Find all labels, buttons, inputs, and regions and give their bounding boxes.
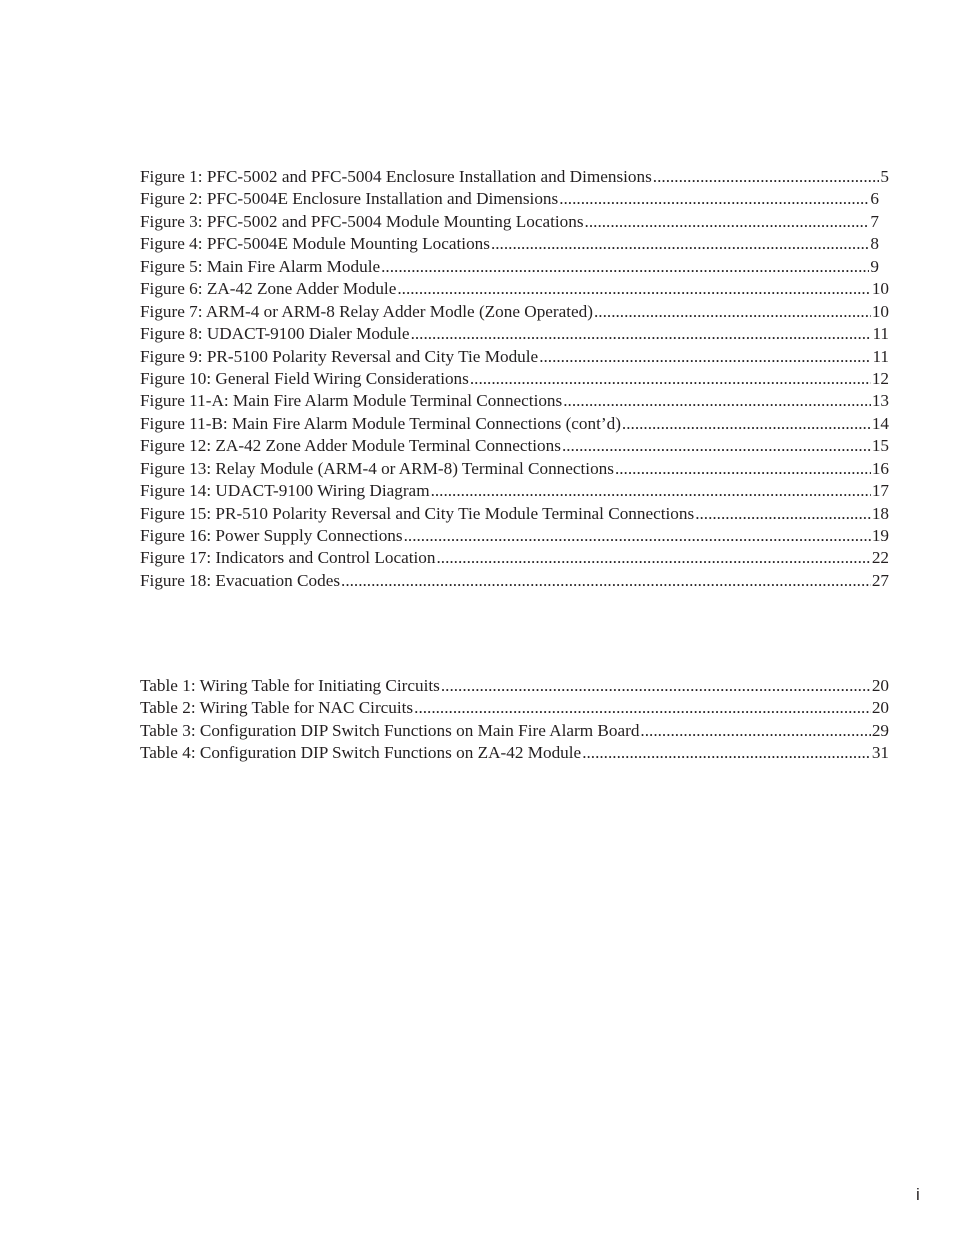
toc-entry-table-4[interactable] [140, 742, 889, 764]
dot-leader [594, 301, 871, 323]
entry-page-number: 10 [871, 301, 889, 321]
entry-label: Figure 6: ZA-42 Zone Adder Module [140, 279, 397, 299]
entry-label: Figure 3: PFC-5002 and PFC-5004 Module Mounting Locations [140, 211, 584, 231]
entry-label: Figure 9: PR-5100 Polarity Reversal and City Tie Module [140, 346, 539, 366]
entry-label: Figure 1: PFC-5002 and PFC-5004 Enclosure Installation and Dimensions [140, 167, 652, 186]
entry-page-number: 16 [871, 458, 889, 478]
dot-leader [582, 742, 871, 764]
dot-leader [622, 413, 871, 435]
entry-label: Figure 8: UDACT-9100 Dialer Module [140, 324, 410, 344]
dot-leader [341, 570, 871, 592]
entry-page-number: 14 [871, 413, 889, 433]
dot-leader [615, 458, 871, 480]
entry-page-number: 11 [872, 324, 889, 344]
entry-label: Figure 16: Power Supply Connections [140, 526, 403, 545]
toc-entry-figure-15[interactable] [140, 503, 889, 525]
entry-page-number: 19 [871, 526, 889, 545]
toc-entry-table-2[interactable] [140, 697, 889, 719]
entry-page-number: 7 [870, 211, 879, 231]
entry-label: Figure 13: Relay Module (ARM-4 or ARM-8) Terminal Connections [140, 458, 614, 478]
toc-entry-figure-16[interactable] [140, 525, 889, 547]
entry-label: Figure 5: Main Fire Alarm Module [140, 256, 381, 276]
toc-entry-figure-4[interactable] [140, 233, 879, 255]
entry-page-number: 18 [871, 503, 889, 523]
dot-leader [404, 525, 871, 547]
dot-leader [695, 503, 871, 525]
dot-leader [539, 346, 871, 368]
entry-label: Figure 7: ARM-4 or ARM-8 Relay Adder Modle (Zone Operated) [140, 301, 593, 321]
dot-leader [653, 166, 880, 188]
entry-label: Figure 17: Indicators and Control Location [140, 548, 436, 568]
entry-label: Figure 18: Evacuation Codes [140, 570, 341, 590]
entry-label: Figure 14: UDACT-9100 Wiring Diagram [140, 481, 430, 501]
entry-page-number: 20 [871, 698, 889, 718]
toc-entry-figure-10[interactable] [140, 368, 889, 390]
toc-entry-figure-7[interactable] [140, 301, 889, 323]
dot-leader [563, 390, 871, 412]
toc-entry-figure-11b[interactable] [140, 413, 889, 435]
entry-page-number: 12 [871, 368, 889, 388]
toc-entry-figure-17[interactable] [140, 547, 889, 569]
toc-entry-figure-5[interactable] [140, 256, 879, 278]
entry-page-number: 8 [870, 234, 879, 254]
dot-leader [411, 323, 872, 345]
dot-leader [414, 697, 871, 719]
entry-label: Figure 15: PR-510 Polarity Reversal and City Tie Module Terminal Connections [140, 503, 695, 523]
toc-entry-figure-12[interactable] [140, 435, 889, 457]
page-number: i [916, 1185, 920, 1204]
dot-leader [640, 720, 870, 742]
toc-entry-table-3[interactable] [140, 720, 889, 742]
entry-page-number: 13 [871, 391, 889, 411]
entry-page-number: 22 [871, 548, 889, 568]
entry-page-number: 20 [871, 676, 889, 695]
toc-entry-figure-9[interactable] [140, 346, 889, 368]
toc-entry-figure-14[interactable] [140, 480, 889, 502]
entry-page-number: 17 [871, 481, 889, 501]
toc-entry-figure-2[interactable] [140, 188, 879, 210]
entry-label: Figure 12: ZA-42 Zone Adder Module Terminal Connections [140, 436, 561, 456]
entry-label: Figure 11-A: Main Fire Alarm Module Terminal Connections [140, 391, 563, 411]
dot-leader [491, 233, 869, 255]
toc-entry-figure-6[interactable] [140, 278, 889, 300]
dot-leader [470, 368, 871, 390]
entry-label: Table 2: Wiring Table for NAC Circuits [140, 698, 414, 718]
entry-page-number: 11 [872, 346, 889, 366]
toc-entry-figure-1[interactable] [140, 166, 889, 188]
entry-label: Figure 2: PFC-5004E Enclosure Installation and Dimensions [140, 189, 559, 209]
dot-leader [441, 675, 871, 697]
toc-entry-figure-3[interactable] [140, 211, 879, 233]
entry-label: Figure 11-B: Main Fire Alarm Module Terminal Connections (cont’d) [140, 413, 621, 433]
entry-label: Table 4: Configuration DIP Switch Functions on ZA-42 Module [140, 743, 582, 763]
dot-leader [397, 278, 870, 300]
toc-entry-figure-18[interactable] [140, 570, 889, 592]
entry-label: Figure 4: PFC-5004E Module Mounting Locations [140, 234, 490, 254]
entry-label: Figure 10: General Field Wiring Considerations [140, 368, 469, 388]
dot-leader [585, 211, 870, 233]
toc-entry-figure-11a[interactable] [140, 390, 889, 412]
entry-label: Table 3: Configuration DIP Switch Functions on Main Fire Alarm Board [140, 720, 640, 740]
dot-leader [559, 188, 869, 210]
entry-page-number: 10 [871, 279, 889, 299]
toc-entry-figure-8[interactable] [140, 323, 889, 345]
dot-leader [562, 435, 871, 457]
entry-page-number: 6 [870, 189, 879, 209]
entry-label: Table 1: Wiring Table for Initiating Circuits [140, 676, 440, 695]
toc-entry-figure-13[interactable] [140, 458, 889, 480]
entry-page-number: 5 [880, 167, 889, 186]
entry-page-number: 27 [871, 570, 889, 590]
entry-page-number: 31 [871, 743, 889, 763]
entry-page-number: 15 [871, 436, 889, 456]
list-of-tables [140, 675, 889, 765]
toc-entry-table-1[interactable] [140, 675, 889, 697]
dot-leader [381, 256, 869, 278]
dot-leader [436, 547, 870, 569]
entry-page-number: 29 [871, 720, 889, 740]
entry-page-number: 9 [870, 256, 879, 276]
dot-leader [431, 480, 871, 502]
list-of-figures [140, 166, 889, 592]
